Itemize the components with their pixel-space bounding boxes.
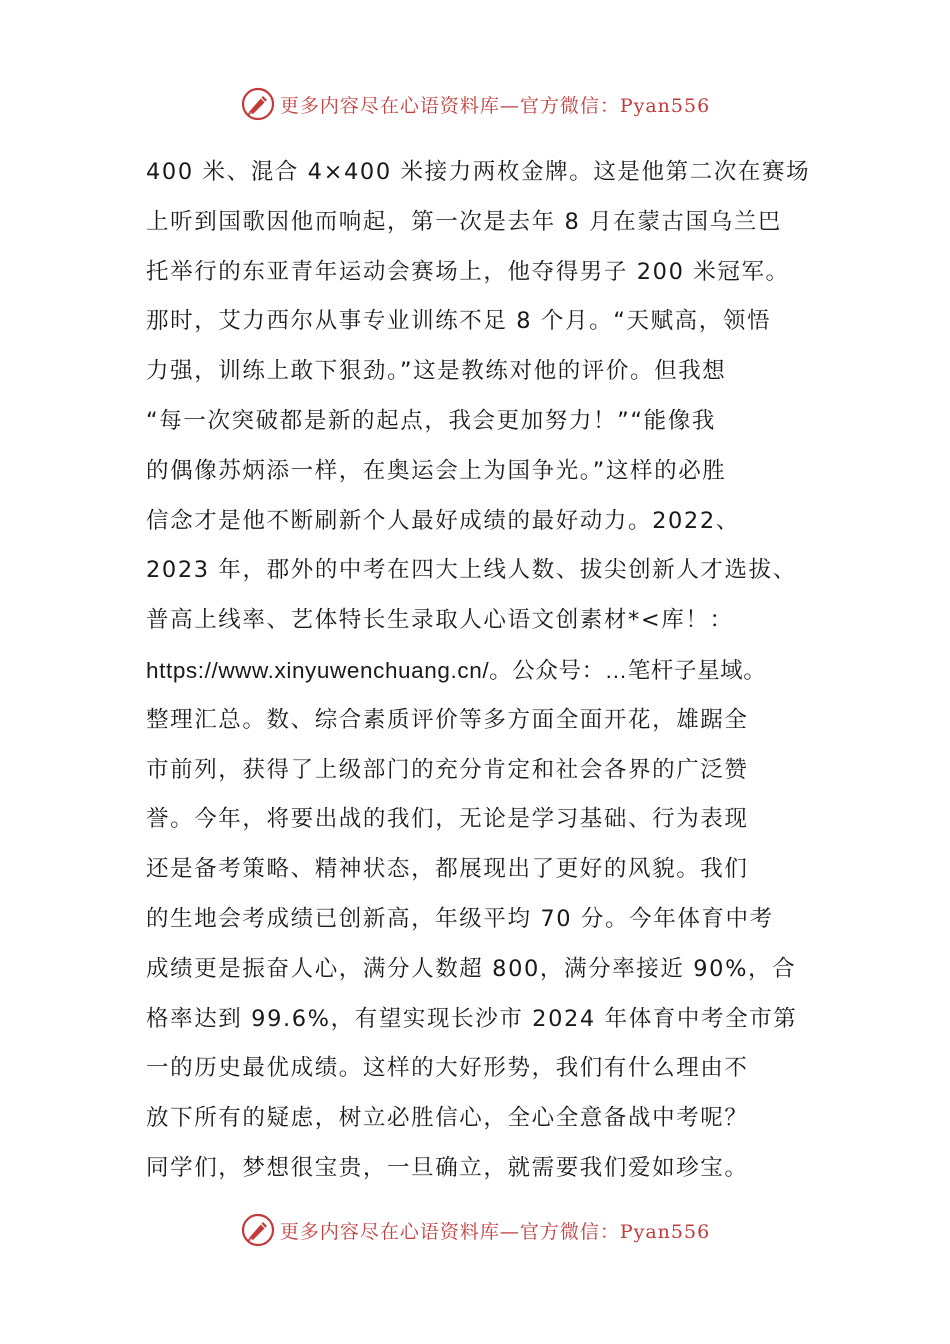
text-line: 誉。今年，将要出战的我们，无论是学习基础、行为表现: [146, 806, 749, 833]
text-line: 市前列，获得了上级部门的充分肯定和社会各界的广泛赞: [146, 756, 749, 783]
banner-text: 更多内容尽在心语资料库—官方微信：Pyan556: [279, 94, 711, 117]
body-text: [146, 148, 826, 1194]
header-banner: [0, 80, 950, 128]
text-line: 成绩更是振奋人心，满分人数超 800，满分率接近 90%，合: [146, 955, 797, 982]
banner-text: 更多内容尽在心语资料库—官方微信：Pyan556: [279, 1220, 711, 1243]
text-line: 力强，训练上敢下狠劲。”这是教练对他的评价。但我想: [146, 358, 727, 385]
text-line: 信念才是他不断刷新个人最好成绩的最好动力。2022、: [146, 507, 740, 534]
pen-nib-logo-icon: [240, 1212, 276, 1248]
text-line: 同学们，梦想很宝贵，一旦确立，就需要我们爱如珍宝。: [146, 1154, 749, 1181]
text-line: 放下所有的疑虑，树立必胜信心，全心全意备战中考呢？: [146, 1105, 749, 1132]
text-line: 普高上线率、艺体特长生录取人心语文创素材*<库！：: [146, 607, 734, 634]
text-line: 的偶像苏炳添一样，在奥运会上为国争光。”这样的必胜: [146, 457, 727, 484]
pen-nib-logo-icon: [240, 86, 276, 122]
footer-banner: [0, 1206, 950, 1254]
text-line: 格率达到 99.6%，有望实现长沙市 2024 年体育中考全市第: [146, 1005, 798, 1032]
text-line-url: https://www.xinyuwenchuang.cn/。公众号：…笔杆子星域。: [146, 657, 767, 683]
text-line: 400 米、混合 4×400 米接力两枚金牌。这是他第二次在赛场: [146, 159, 811, 185]
text-line: “每一次突破都是新的起点，我会更加努力！”“能像我: [146, 407, 716, 434]
text-line: 那时，艾力西尔从事专业训练不足 8 个月。“天赋高，领悟: [146, 308, 772, 335]
text-line: 2023 年，郡外的中考在四大上线人数、拔尖创新人才选拔、: [146, 557, 797, 584]
text-line: 还是备考策略、精神状态，都展现出了更好的风貌。我们: [146, 856, 749, 883]
text-line: 托举行的东亚青年运动会赛场上，他夺得男子 200 米冠军。: [146, 258, 790, 285]
text-line: 整理汇总。数、综合素质评价等多方面全面开花，雄踞全: [146, 706, 749, 733]
text-line: 的生地会考成绩已创新高，年级平均 70 分。今年体育中考: [146, 905, 774, 932]
text-line: 一的历史最优成绩。这样的大好形势，我们有什么理由不: [146, 1055, 749, 1082]
text-line: 上听到国歌因他而响起，第一次是去年 8 月在蒙古国乌兰巴: [146, 208, 782, 235]
